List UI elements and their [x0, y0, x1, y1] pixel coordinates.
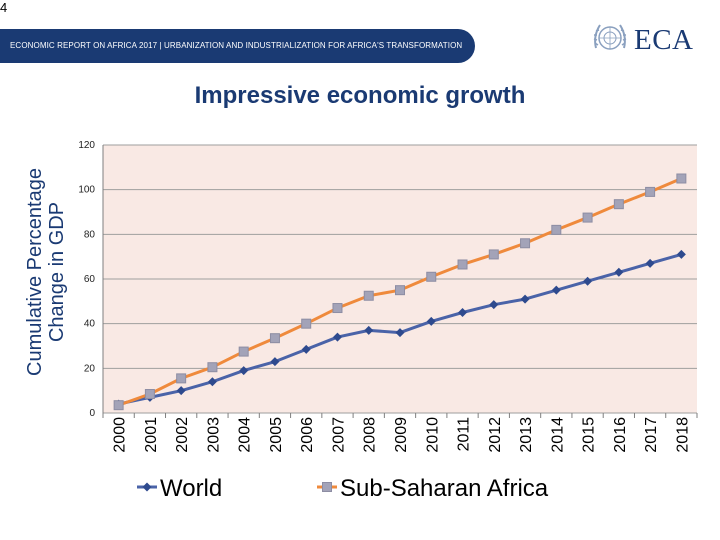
slide-title: Impressive economic growth: [194, 82, 526, 109]
x-tick-label: 2007: [330, 417, 348, 453]
y-tick-label: 40: [83, 318, 95, 330]
x-tick-label: 2018: [674, 417, 692, 453]
x-tick-label: 2010: [424, 417, 442, 453]
x-tick-label: 2012: [486, 416, 504, 453]
data-point: [114, 401, 123, 410]
legend-marker: [323, 483, 332, 492]
x-tick-label: 2013: [518, 417, 536, 453]
y-tick-label: 80: [83, 229, 95, 241]
legend-label: Sub-Saharan Africa: [340, 475, 549, 502]
data-point: [396, 286, 405, 295]
logo-text: ECA: [634, 24, 694, 56]
y-axis-label-line-1: Cumulative Percentage: [24, 168, 46, 376]
data-point: [333, 304, 342, 313]
data-point: [646, 187, 655, 196]
data-point: [489, 250, 498, 259]
x-tick-label: 2000: [111, 417, 129, 453]
x-tick-label: 2017: [643, 417, 661, 453]
x-tick-label: 2014: [549, 417, 567, 453]
y-tick-label: 60: [83, 274, 95, 285]
x-tick-label: 2006: [299, 417, 317, 453]
x-tick-label: 2009: [393, 417, 410, 453]
data-point: [302, 319, 311, 328]
data-point: [552, 225, 561, 234]
x-tick-label: 2005: [267, 417, 285, 453]
y-tick-label: 120: [78, 140, 95, 151]
data-point: [364, 291, 373, 300]
data-point: [583, 213, 592, 222]
x-tick-label: 2016: [611, 417, 629, 453]
x-tick-label: 2003: [205, 417, 223, 453]
y-tick-label: 20: [83, 363, 95, 375]
data-point: [677, 174, 686, 183]
data-point: [458, 260, 467, 269]
x-tick-label: 2008: [361, 417, 379, 453]
x-tick-label: 2015: [580, 417, 598, 453]
x-tick-label: 2011: [455, 417, 473, 452]
data-point: [427, 272, 436, 281]
data-point: [239, 347, 248, 356]
y-tick-label: 100: [78, 184, 95, 196]
data-point: [521, 239, 530, 248]
y-axis-label-line-2: Change in GDP: [46, 201, 68, 343]
x-tick-label: 2001: [142, 417, 160, 453]
legend-label: World: [160, 475, 223, 502]
banner-text: ECONOMIC REPORT ON AFRICA 2017 | URBANIZATION AND INDUSTRIALIZATION FOR AFRICA'S TRANSFORMATION: [10, 41, 463, 50]
data-point: [208, 363, 217, 372]
data-point: [177, 374, 186, 383]
data-point: [270, 334, 279, 343]
slide-number: 4: [0, 0, 8, 15]
y-tick-label: 0: [89, 408, 95, 419]
x-tick-label: 2002: [174, 417, 192, 453]
data-point: [614, 200, 623, 209]
x-tick-label: 2004: [236, 417, 254, 453]
legend-marker: [143, 483, 152, 492]
data-point: [145, 390, 154, 399]
